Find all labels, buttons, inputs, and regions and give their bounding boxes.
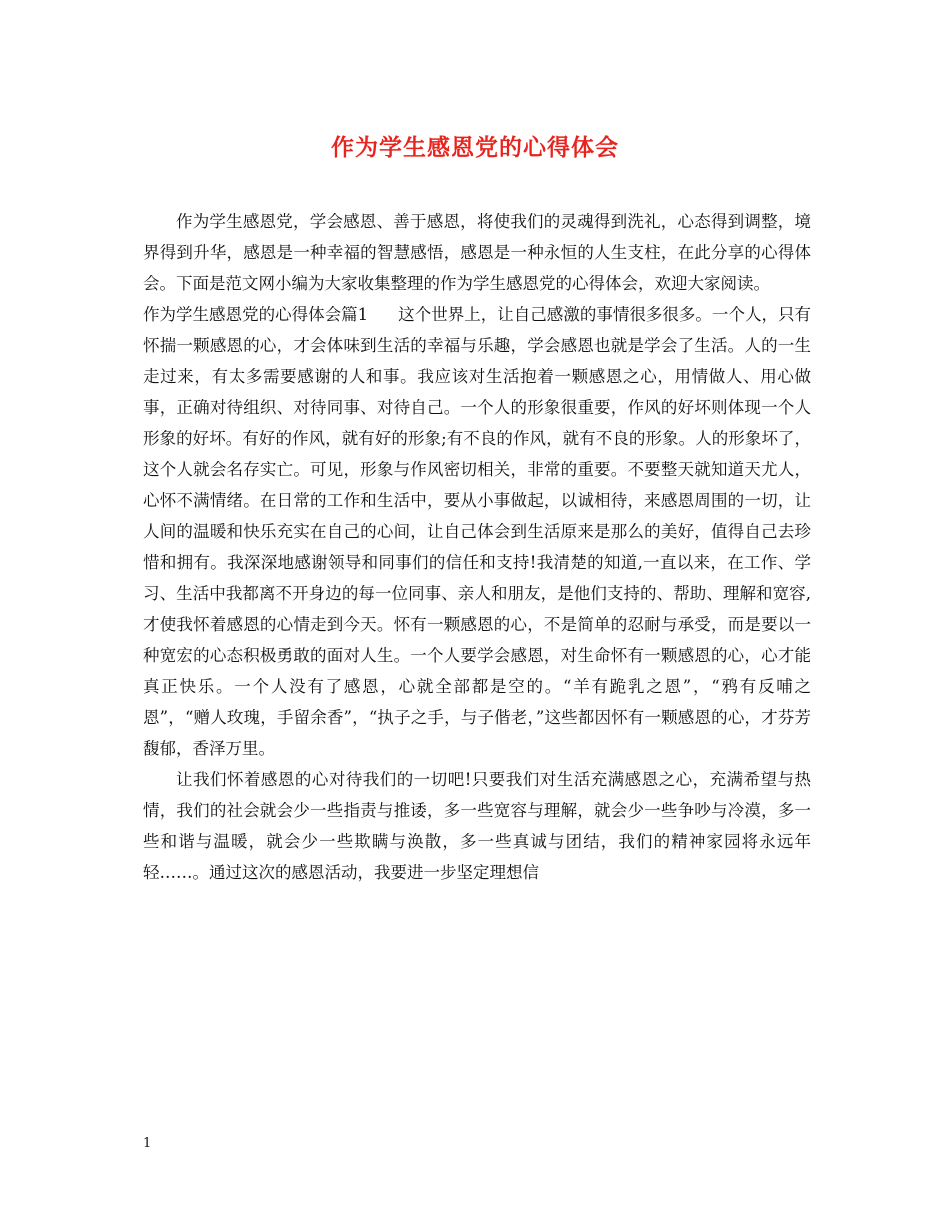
body-paragraph-1: 这个世界上，让自己感激的事情很多很多。一个人，只有怀揣一颗感恩的心，才会体味到生活的幸福与乐趣，学会感恩也就是学会了生活。人的一生走过来，有太多需要感谢的人和事。我应该对生活抱着一颗感恩之心，用情做人、用心做事，正确对待组织、对待同事、对待自己。一个人的形象很重要，作风的好坏则体现一个人形象的好坏。有好的作风，就有好的形象;有不良的作风，就有不良的形象。人的形象坏了，这个人就会名存实亡。可见，形象与作风密切相关，非常的重要。不要整天就知道天尤人，心怀不满情绪。在日常的工作和生活中，要从小事做起，以诚相待，来感恩周围的一切，让人间的温暖和快乐充实在自己的心间，让自己体会到生活原来是那么的美好，值得自己去珍惜和拥有。我深深地感谢领导和同事们的信任和支持!我清楚的知道,一直以来，在工作、学习、生活中我都离不开身边的每一位同事、亲人和朋友，是他们支持的、帮助、理解和宽容,才使我怀着感恩的心情走到今天。怀有一颗感恩的心，不是简单的忍耐与承受，而是要以一种宽宏的心态积极勇敢的面对人生。一个人要学会感恩，对生命怀有一颗感恩的心，心才能真正快乐。一个人没有了感恩，心就全部都是空的。“羊有跪乳之恩”，“鸦有反哺之恩”，“赠人玫瑰，手留余香”，“执子之手，与子偕老，”这些都因怀有一颗感恩的心，才芬芳馥郁，香泽万里。 xyxy=(143,305,812,758)
page-number: 1 xyxy=(143,1136,152,1151)
document-body xyxy=(143,206,811,888)
body-paragraph-2: 让我们怀着感恩的心对待我们的一切吧!只要我们对生活充满感恩之心，充满希望与热情，我们的社会就会少一些指责与推诿，多一些宽容与理解，就会少一些争吵与冷漠，多一些和谐与温暖，就会少一些欺瞒与涣散，多一些真诚与团结，我们的精神家园将永远年轻……。通过这次的感恩活动，我要进一步坚定理想信 xyxy=(143,770,811,882)
intro-paragraph: 作为学生感恩党，学会感恩、善于感恩，将使我们的灵魂得到洗礼，心态得到调整，境界得到升华，感恩是一种幸福的智慧感悟，感恩是一种永恒的人生支柱，在此分享的心得体会。下面是范文网小编为大家收集整理的作为学生感恩党的心得体会，欢迎大家阅读。 xyxy=(143,212,811,293)
document-title: 作为学生感恩党的心得体会 xyxy=(331,134,619,161)
section-paragraph xyxy=(143,299,811,764)
section-heading: 作为学生感恩党的心得体会篇1 xyxy=(143,305,369,324)
